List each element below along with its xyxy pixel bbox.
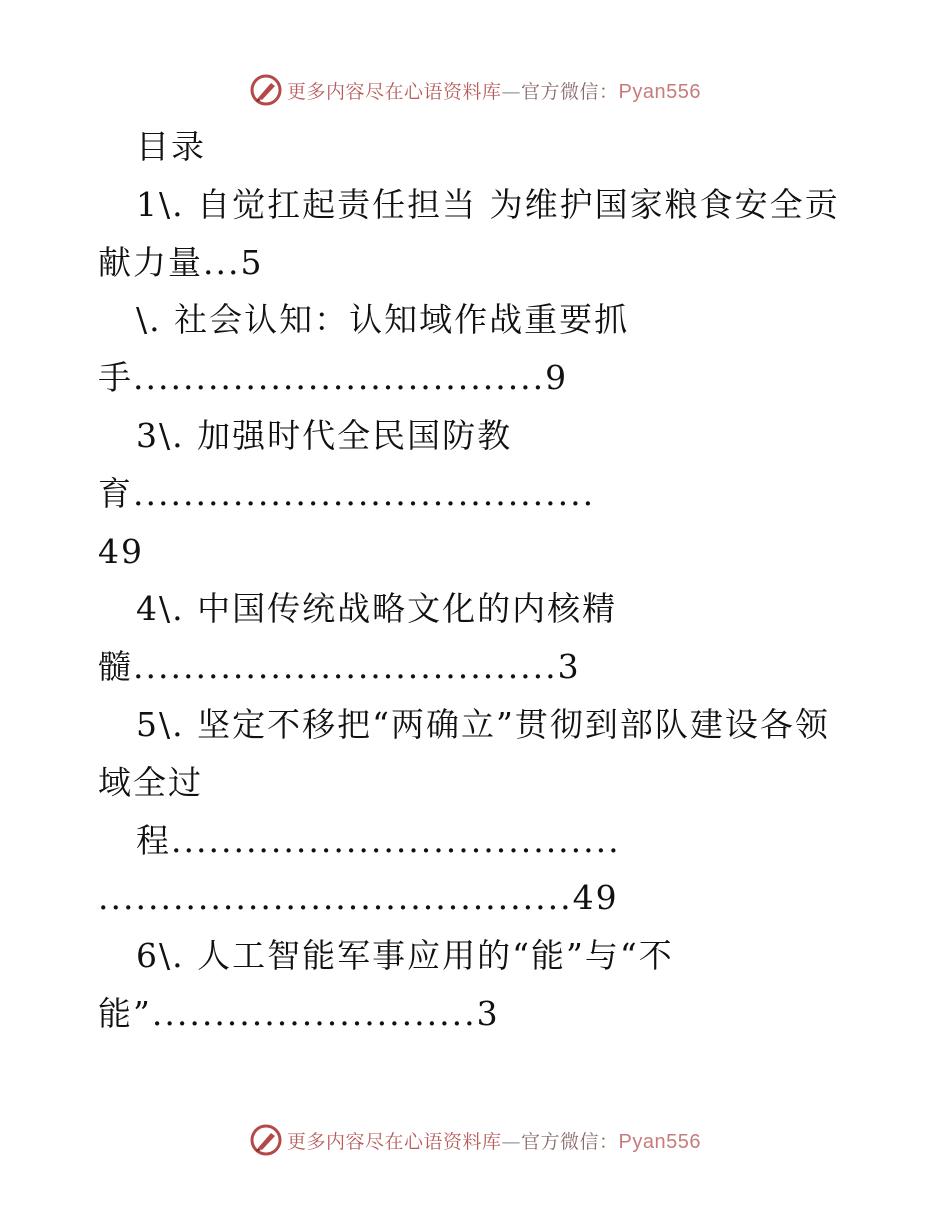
- toc-entry-6-line-1: 6\. 人工智能军事应用的“能”与“不: [136, 936, 674, 976]
- toc-entry-4-line-1: 4\. 中国传统战略文化的内核精: [136, 589, 618, 629]
- toc-entry-2-line-2: 手.................................9: [98, 358, 569, 398]
- toc-entry-1-line-1: 1\. 自觉扛起责任担当 为维护国家粮食安全贡: [136, 184, 840, 224]
- watermark-text: 更多内容尽在心语资料库—官方微信：Pyan556: [287, 80, 701, 103]
- toc-entry-4-line-2: 髓..................................3: [98, 647, 581, 687]
- header-watermark: [0, 70, 950, 110]
- watermark-text: 更多内容尽在心语资料库—官方微信：Pyan556: [287, 1130, 701, 1153]
- toc-entry-6-line-2: 能”..........................3: [98, 993, 500, 1033]
- footer-watermark: [0, 1120, 950, 1160]
- toc-entry-1-line-2: 献力量...5: [98, 242, 264, 282]
- toc-entry-5-line-1: 5\. 坚定不移把“两确立”贯彻到部队建设各领: [136, 704, 830, 744]
- pen-logo-icon: [249, 73, 283, 107]
- toc-entry-3-line-2: 育.....................................: [98, 473, 596, 513]
- table-of-contents: [98, 118, 850, 1043]
- toc-entry-5-page: ......................................49: [98, 878, 619, 918]
- toc-entry-3-page: 49: [98, 531, 144, 571]
- toc-entry-5-line-2: 域全过: [98, 762, 203, 802]
- toc-entry-2-line-1: \. 社会认知：认知域作战重要抓: [136, 300, 630, 340]
- toc-title: 目录: [136, 127, 206, 166]
- toc-entry-5-line-3: 程....................................: [136, 820, 621, 860]
- pen-logo-icon: [249, 1123, 283, 1157]
- toc-entry-3-line-1: 3\. 加强时代全民国防教: [136, 415, 513, 455]
